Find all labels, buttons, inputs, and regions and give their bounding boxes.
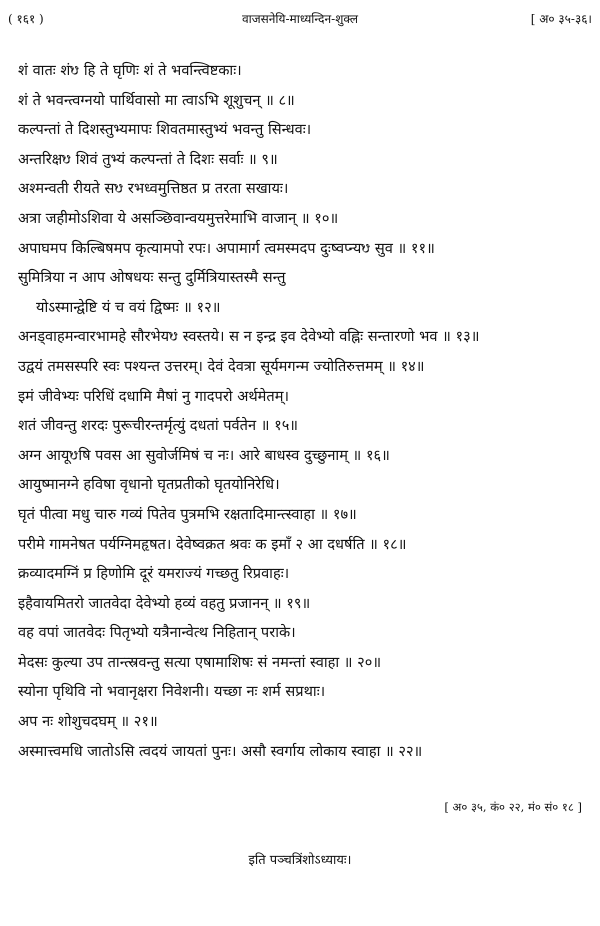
verse-line: अत्रा जहीमोऽशिवा ये असञ्छिवान्वयमुत्तरेमाभि वाजान् ॥ १०॥ [18,209,339,227]
verse-reference-note: [ अ० ३५, कं० २२, मं० सं० १८ ] [444,800,582,814]
verse-line: अन्तरिक्षᳪ शिवं तुभ्यं कल्पन्तां ते दिशः सर्वाः ॥ ९॥ [18,150,278,168]
verse-line: अप नः शोशुचदघम् ॥ २१॥ [18,713,158,731]
verse-line: इमं जीवेभ्यः परिधिं दधामि मैषां नु गादपरो अर्थमेतम्। [18,387,289,405]
verse-line: क्रव्यादमग्निं प्र हिणोमि दूरं यमराज्यं गच्छतु रिप्रवाहः। [18,565,290,583]
verse-line: इहैवायमितरो जातवेदा देवेभ्यो हव्यं वहतु प्रजानन् ॥ १९॥ [18,594,311,612]
verse-line: योऽस्मान्द्वेष्टि यं च वयं द्विष्मः ॥ १२॥ [36,298,221,316]
verse-line: कल्पन्तां ते दिशस्तुभ्यमापः शिवतमास्तुभ्यं भवन्तु सिन्धवः। [18,121,312,139]
chapter-colophon: इति पञ्चत्रिंशोऽध्यायः। [248,853,352,868]
verse-line: अपाघमप किल्बिषमप कृत्यामपो रपः। अपामार्ग त्वमस्मदप दुःष्वप्न्यᳪ सुव ॥ ११॥ [18,239,435,257]
verse-line: उद्वयं तमसस्परि स्वः पश्यन्त उत्तरम्। देवं देवत्रा सूर्यमगन्म ज्योतिरुत्तमम् ॥ १४॥ [18,357,425,375]
verse-line: अनड्वाहमन्वारभामहे सौरभेयᳪ स्वस्तये। स न इन्द्र इव देवेभ्यो वह्निः सन्तारणो भव ॥ १३॥ [18,328,480,346]
verse-block [18,56,582,766]
verse-line: मेदसः कुल्या उप तान्त्स्रवन्तु सत्या एषामाशिषः सं नमन्तां स्वाहा ॥ २०॥ [18,653,382,671]
verse-line: अग्न आयूᳪषि पवस आ सुवोर्जमिषं च नः। आरे बाधस्व दुच्छुनाम् ॥ १६॥ [18,446,390,464]
verse-line: आयुष्मानग्ने हविषा वृधानो घृतप्रतीको घृतयोनिरेधि। [18,476,280,494]
page-header [8,10,592,34]
page-number: ( १६१ ) [8,12,44,26]
verse-line: घृतं पीत्वा मधु चारु गव्यं पितेव पुत्रमभि रक्षतादिमान्त्स्वाहा ॥ १७॥ [18,505,357,523]
verse-line: अश्मन्वती रीयते सᳪ रभध्वमुत्तिष्ठत प्र तरता सखायः। [18,180,289,198]
verse-line: शं ते भवन्त्वग्नयो पार्थिवासो मा त्वाऽभि शूशुचन् ॥ ८॥ [18,91,295,109]
verse-line: परीमे गामनेषत पर्यग्निमहृषत। देवेष्वक्रत श्रवः क इमाँ २ आ दधर्षति ॥ १८॥ [18,535,407,553]
verse-line: अस्मात्त्वमधि जातोऽसि त्वदयं जायतां पुनः। असौ स्वर्गाय लोकाय स्वाहा ॥ २२॥ [18,742,423,760]
verse-line: शं वातः शंᳪ हि ते घृणिः शं ते भवन्त्विष्टकाः। [18,62,242,79]
verse-line: स्योना पृथिवि नो भवानृक्षरा निवेशनी। यच्छा नः शर्म सप्रथाः। [18,683,326,701]
running-title: वाजसनेयि-माध्यन्दिन-शुक्ल [241,12,359,26]
chapter-reference: [ अ० ३५-३६। [530,12,592,26]
verse-line: शतं जीवन्तु शरदः पुरूचीरन्तर्मृत्युं दधतां पर्वतेन ॥ १५॥ [18,417,299,435]
verse-line: वह वपां जातवेदः पितृभ्यो यत्रैनान्वेत्थ निहितान् पराके। [18,624,296,642]
verse-line: सुमित्रिया न आप ओषधयः सन्तु दुर्मित्रियास्तस्मै सन्तु [18,269,286,287]
